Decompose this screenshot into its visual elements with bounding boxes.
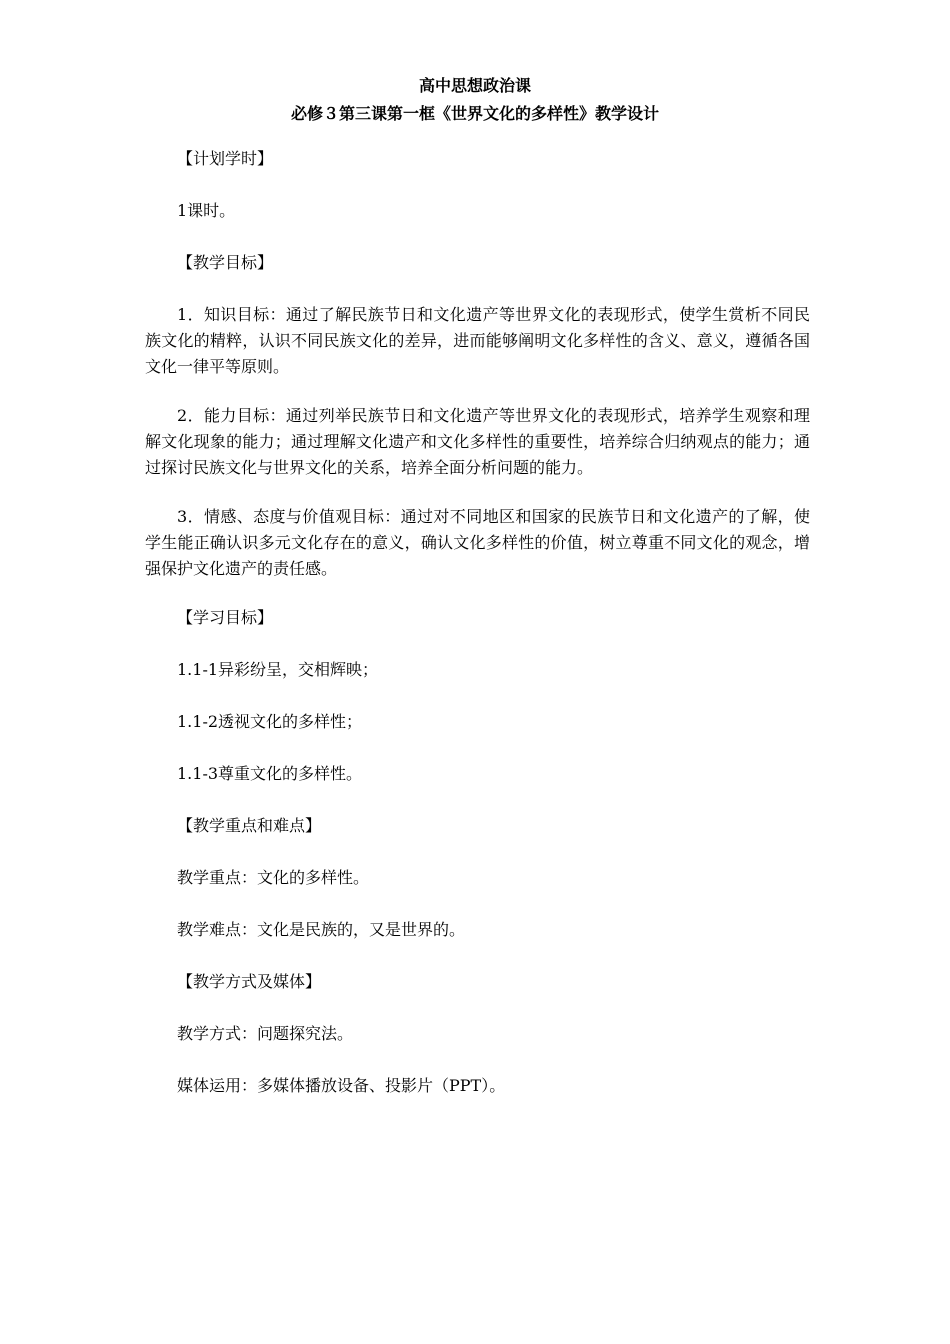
learning-goal-item: 1.1-3尊重文化的多样性。 bbox=[177, 764, 363, 783]
goal-ability: 2．能力目标：通过列举民族节日和文化遗产等世界文化的表现形式，培养学生观察和理解文化现象的能力；通过理解文化遗产和文化多样性的重要性，培养综合归纳观点的能力；通过探讨民族文化与世界文化的关系，培养全面分析问题的能力。 bbox=[145, 406, 810, 477]
document-subtitle: 必修３第三课第一框《世界文化的多样性》教学设计 bbox=[290, 104, 659, 123]
document-body bbox=[145, 146, 810, 1125]
difficult-point-text: 教学难点：文化是民族的，又是世界的。 bbox=[177, 920, 466, 939]
section-heading-teaching-goals: 【教学目标】 bbox=[177, 253, 274, 272]
goal-attitude: 3．情感、态度与价值观目标：通过对不同地区和国家的民族节日和文化遗产的了解，使学生能正确认识多元文化存在的意义，确认文化多样性的价值，树立尊重不同文化的观念，增强保护文化遗产的责任感。 bbox=[145, 507, 810, 578]
section-heading-learning-goals: 【学习目标】 bbox=[177, 608, 274, 627]
goal-knowledge: 1．知识目标：通过了解民族节日和文化遗产等世界文化的表现形式，使学生赏析不同民族文化的精粹，认识不同民族文化的差异，进而能够阐明文化多样性的含义、意义，遵循各国文化一律平等原则。 bbox=[145, 305, 810, 376]
title-block bbox=[0, 72, 950, 128]
learning-goal-item: 1.1-1异彩纷呈，交相辉映； bbox=[177, 660, 379, 679]
learning-goal-item: 1.1-2透视文化的多样性； bbox=[177, 712, 363, 731]
document-title: 高中思想政治课 bbox=[418, 76, 531, 95]
media-text: 媒体运用：多媒体播放设备、投影片（PPT）。 bbox=[177, 1076, 506, 1095]
schedule-text: 1课时。 bbox=[177, 201, 236, 220]
section-heading-key-points: 【教学重点和难点】 bbox=[177, 816, 322, 835]
teaching-method-text: 教学方式：问题探究法。 bbox=[177, 1024, 354, 1043]
section-heading-methods-media: 【教学方式及媒体】 bbox=[177, 972, 322, 991]
key-point-text: 教学重点：文化的多样性。 bbox=[177, 868, 370, 887]
section-heading-schedule: 【计划学时】 bbox=[177, 149, 274, 168]
